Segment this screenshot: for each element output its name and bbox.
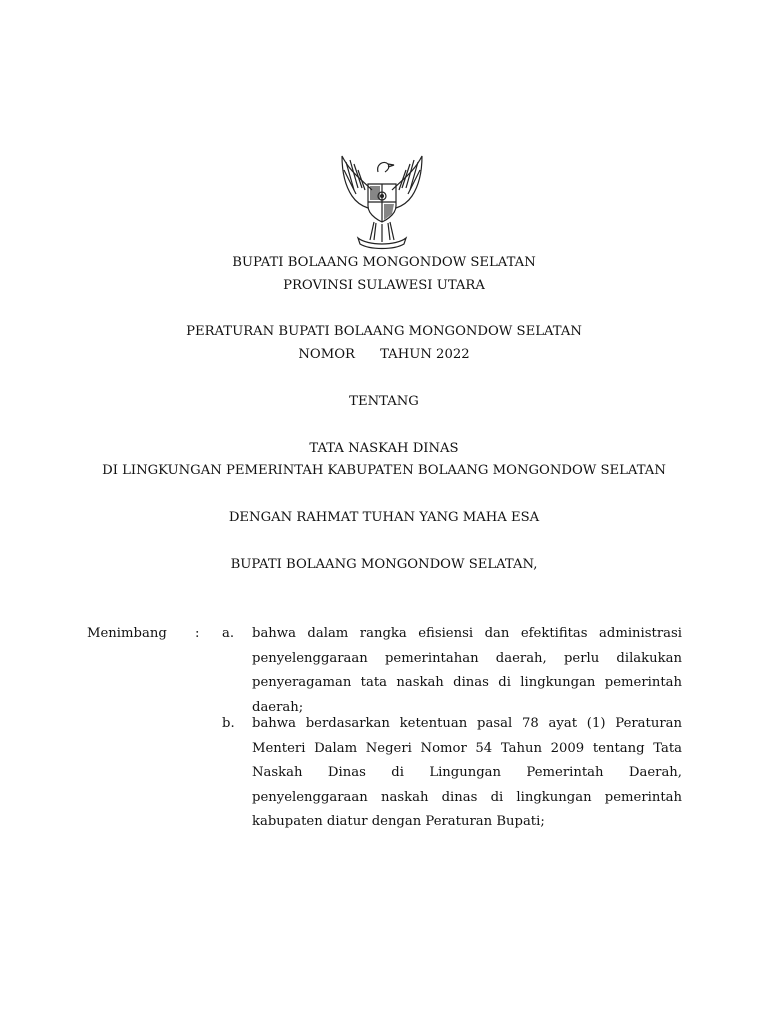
considering-label: Menimbang	[87, 626, 167, 641]
considering-colon: :	[195, 626, 200, 641]
blessing-line: DENGAN RAHMAT TUHAN YANG MAHA ESA	[228, 510, 540, 525]
about-label: TENTANG	[349, 394, 419, 409]
regulation-title: PERATURAN BUPATI BOLAANG MONGONDOW SELATAN	[186, 324, 582, 339]
regulation-number: NOMOR TAHUN 2022	[298, 347, 470, 362]
subject-line-1: TATA NASKAH DINAS	[309, 441, 459, 456]
item-marker: b.	[222, 716, 235, 731]
issuer-line: BUPATI BOLAANG MONGONDOW SELATAN,	[230, 557, 538, 572]
item-text: bahwa berdasarkan ketentuan pasal 78 ayat (1) Peraturan Menteri Dalam Negeri Nomor 54 Tahun 2009 tentang Tata Naskah Dinas di Lingungan Pemerintah Daerah, penyelenggaraan naskah dinas di lingkungan pemerintah kabupaten diatur dengan Peraturan Bupati;	[252, 716, 682, 829]
regent-title: BUPATI BOLAANG MONGONDOW SELATAN	[232, 255, 536, 270]
item-marker: a.	[222, 626, 235, 641]
garuda-pancasila-emblem	[332, 150, 432, 250]
province-title: PROVINSI SULAWESI UTARA	[283, 278, 485, 293]
subject-line-2: DI LINGKUNGAN PEMERINTAH KABUPATEN BOLAANG MONGONDOW SELATAN	[102, 463, 666, 478]
item-text: bahwa dalam rangka efisiensi dan efektifitas administrasi penyelenggaraan pemerintahan daerah, perlu dilakukan penyeragaman tata naskah dinas di lingkungan pemerintah daerah;	[252, 626, 682, 715]
